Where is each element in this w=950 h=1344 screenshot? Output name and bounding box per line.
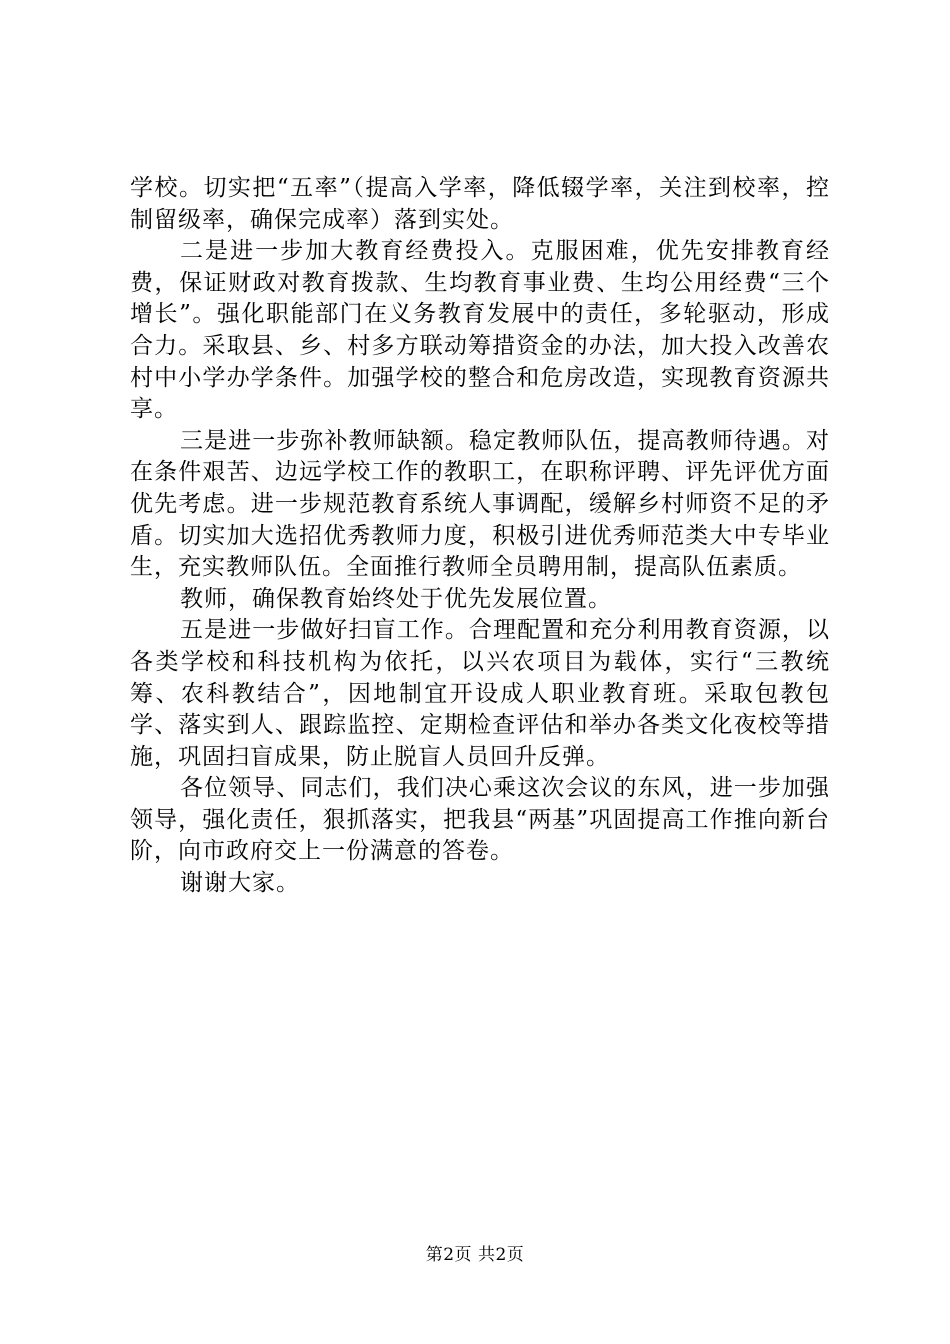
paragraph-teacher-shortage: 三是进一步弥补教师缺额。稳定教师队伍，提高教师待遇。对在条件艰苦、边远学校工作的教职工，在职称评聘、评先评优方面优先考虑。进一步规范教育系统人事调配，缓解乡村师资不足的矛盾。切实加大选招优秀教师力度，积极引进优秀师范类大中专毕业生，充实教师队伍。全面推行教师全员聘用制，提高队伍素质。 xyxy=(130,427,830,581)
paragraph-literacy-work: 五是进一步做好扫盲工作。合理配置和充分利用教育资源，以各类学校和科技机构为依托，以兴农项目为载体，实行“三教统筹、农科教结合”，因地制宜开设成人职业教育班。采取包教包学、落实到人、跟踪监控、定期检查评估和举办各类文化夜校等措施，巩固扫盲成果，防止脱盲人员回升反弹。 xyxy=(130,617,830,770)
paragraph-education-funding: 二是进一步加大教育经费投入。克服困难，优先安排教育经费，保证财政对教育拨款、生均教育事业费、生均公用经费“三个增长”。强化职能部门在义务教育发展中的责任，多轮驱动，形成合力。采取县、乡、村多方联动筹措资金的办法，加大投入改善农村中小学办学条件。加强学校的整合和危房改造，实现教育资源共享。 xyxy=(130,238,830,423)
paragraph-continuation: 学校。切实把“五率”（提高入学率，降低辍学率，关注到校率，控制留级率，确保完成率）落到实处。 xyxy=(130,175,830,233)
paragraph-thanks: 谢谢大家。 xyxy=(180,870,300,897)
paragraph-teacher-priority: 教师，确保教育始终处于优先发展位置。 xyxy=(180,585,612,612)
paragraph-closing-remarks: 各位领导、同志们，我们决心乘这次会议的东风，进一步加强领导，强化责任，狠抓落实，把我县“两基”巩固提高工作推向新台阶，向市政府交上一份满意的答卷。 xyxy=(130,775,830,865)
document-body xyxy=(130,173,830,900)
page-number-footer: 第2页 共2页 xyxy=(425,1245,525,1265)
